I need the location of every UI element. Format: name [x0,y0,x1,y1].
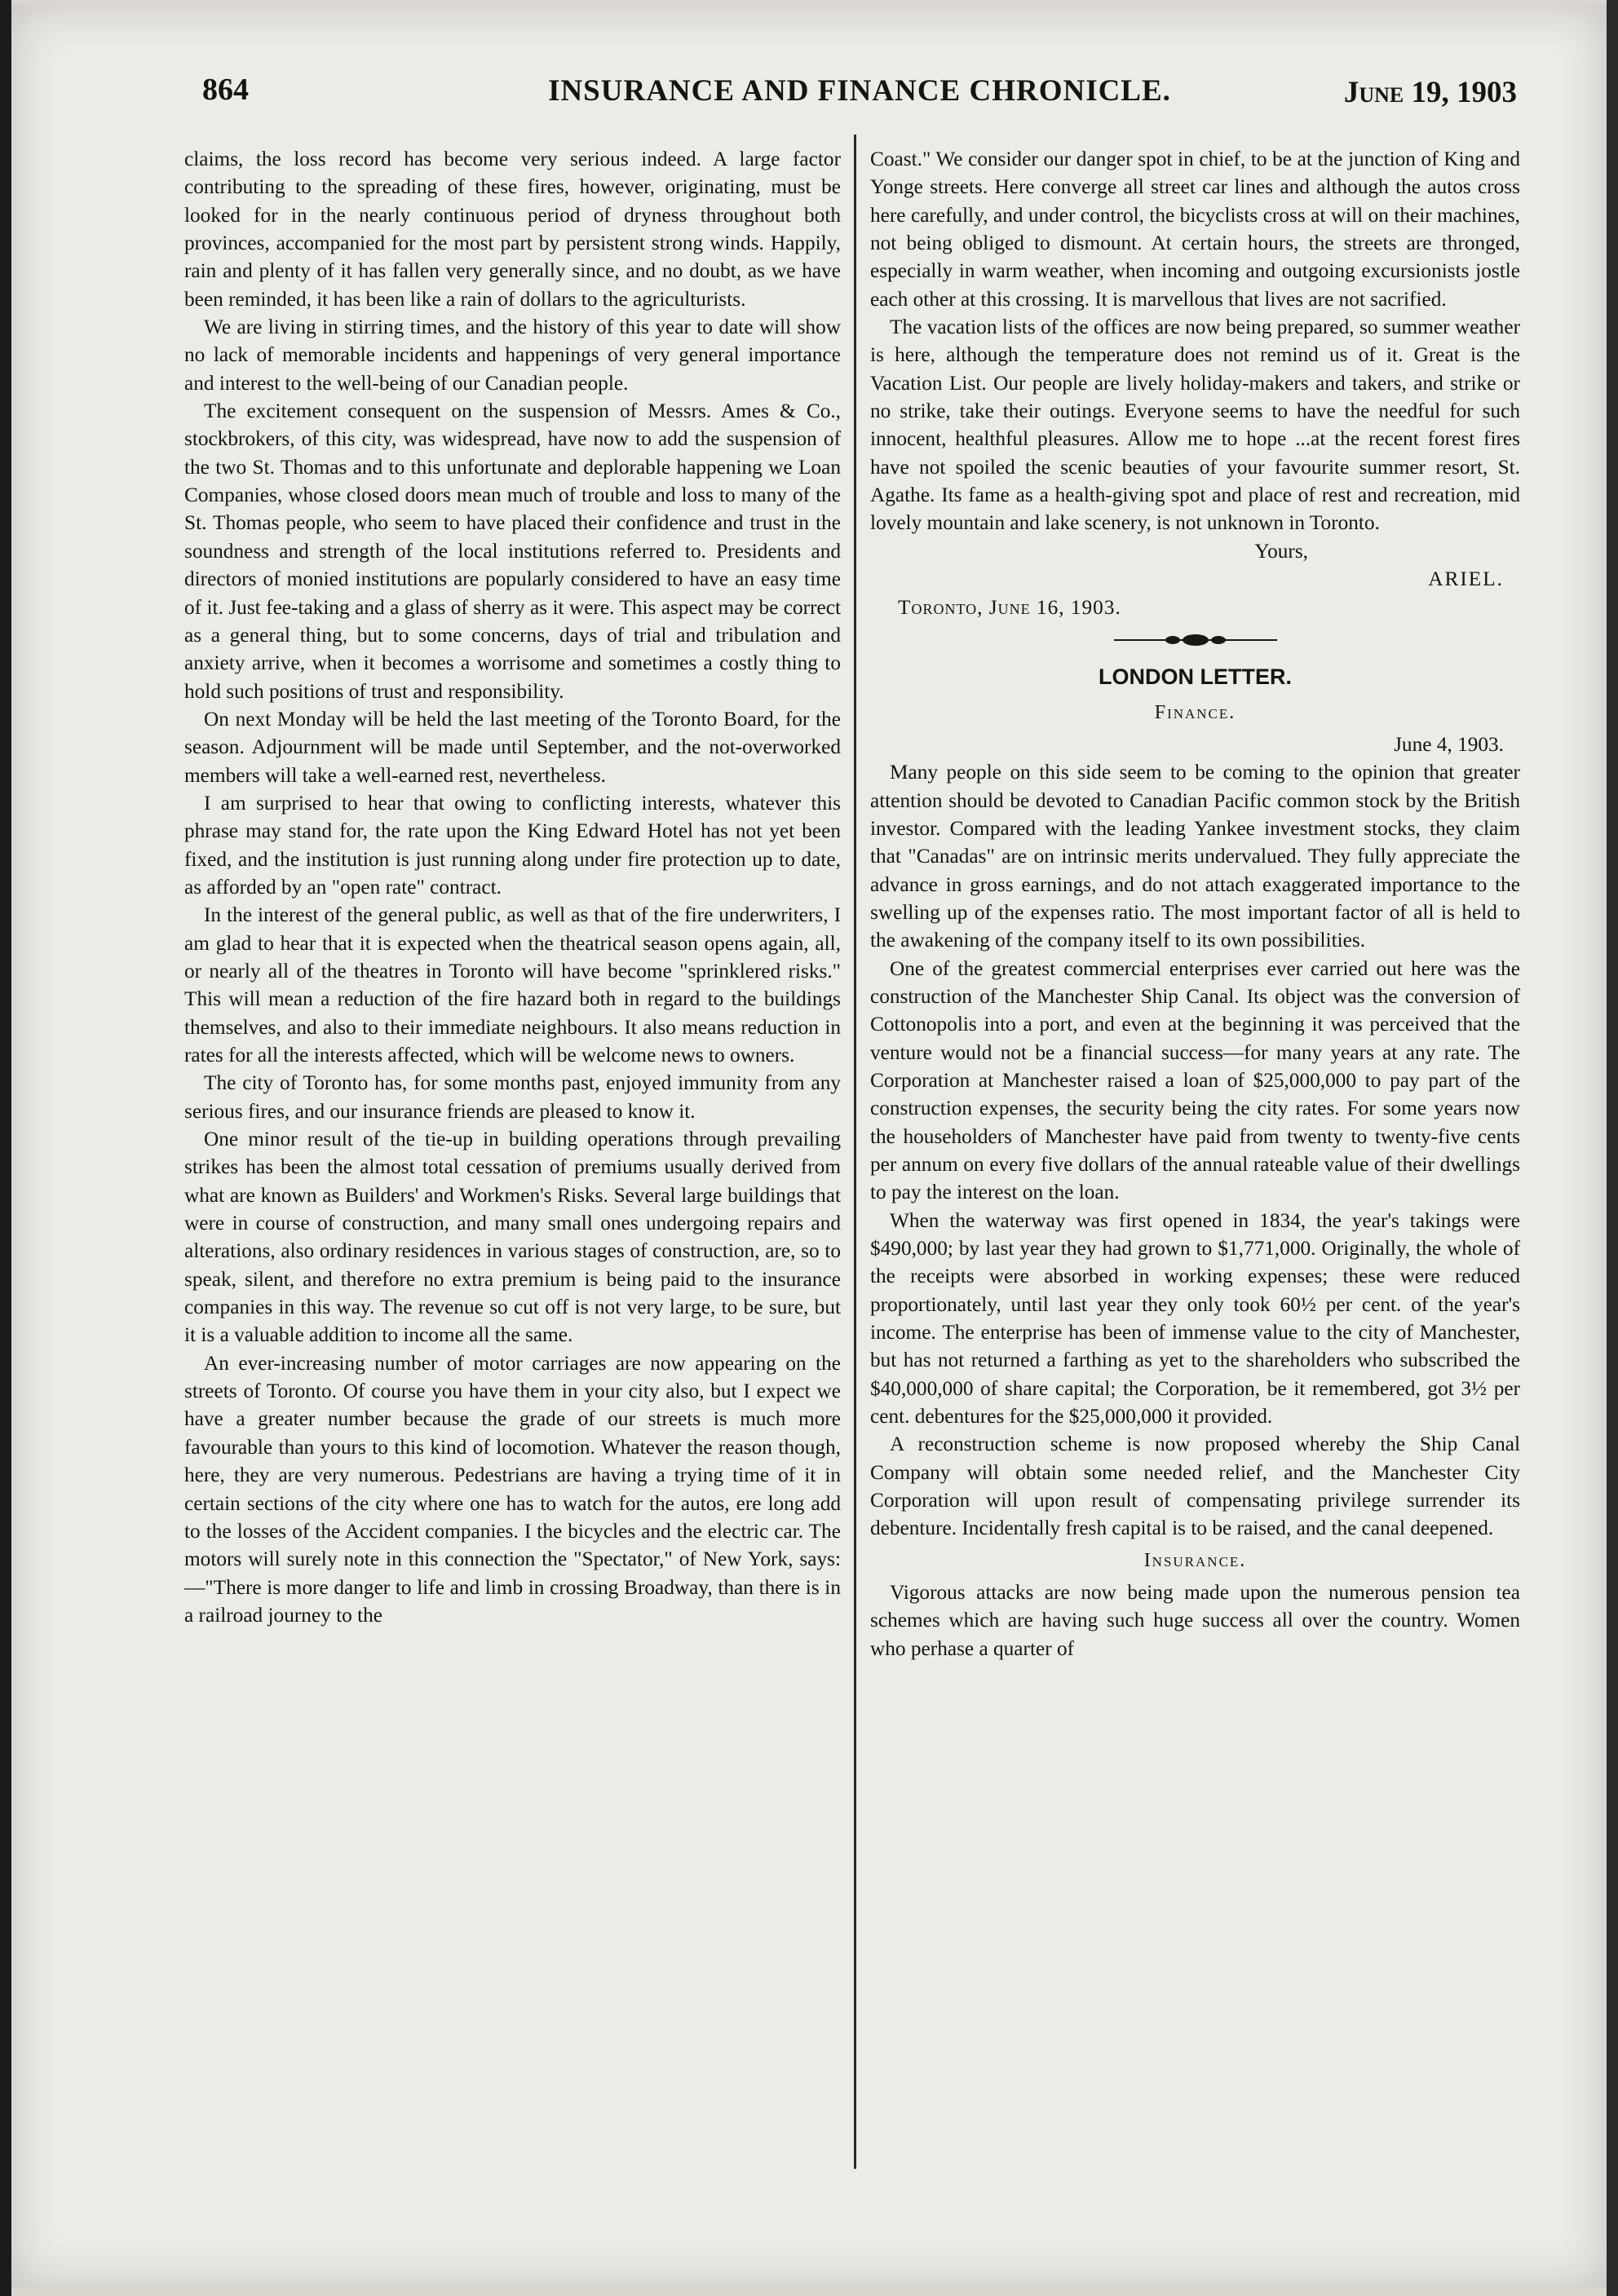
letter-dateline: Toronto, June 16, 1903. [898,595,1121,619]
journal-title: INSURANCE AND FINANCE CHRONICLE. [548,74,1171,108]
paragraph: Coast." We consider our danger spot in chief, to be at the junction of King and Yonge streets. Here converge all street car lines and although the autos cross here carefully, and under control, the bicyclists cross at will on their machines, not being obliged to dismount. At certain hours, the streets are thronged, especially in warm weather, when incoming and outgoing excursionists jostle each other at this crossing. It is marvellous that lives are not sacrified. [870,148,1520,311]
finance-heading: Finance. [1154,701,1236,723]
scan-edge-left [0,0,11,2296]
section-title: LONDON LETTER. [1099,664,1292,689]
paragraph: When the waterway was first opened in 1834, the year's takings were $490,000; by last year they had grown to $1,771,000. Originally, the whole of the receipts were absorbed in working expenses; these were reduced proportionately, until last year they only took 60½ per cent. of the year's income. The enterprise has been of immense value to the city of Manchester, but has not returned a farthing as yet to the shareholders who subscribed the $40,000,000 of share capital; the Corporation, be it remembered, got 3½ per cent. debentures for the $25,000,000 it provided. [870,1208,1520,1428]
paragraph: Vigorous attacks are now being made upon the numerous pension tea schemes which are having such huge success all over the country. Women who perhase a quarter of [870,1580,1520,1660]
paragraph: One minor result of the tie-up in building operations through prevailing strikes has been the almost total cessation of premiums usually derived from what are known as Builders' and Workmen's Risks. Several large buildings that were in course of construction, and many small ones undergoing repairs and alterations, also ordinary residences in various stages of construction, are, so to speak, silent, and therefore no extra premium is being paid to the insurance companies in this way. The revenue so cut off is not very large, to be sure, but it is a valuable addition to income all the same. [184,1128,841,1347]
paragraph: claims, the loss record has become very serious indeed. A large factor contributing to the spreading of these fires, however, originating, must be looked for in the nearly continuous period of dryness throughout both provinces, accompanied for the most part by persistent strong winds. Happily, rain and plenty of it has fallen very generally since, and no doubt, as we have been reminded, it has been like a rain of dollars to the agriculturists. [184,148,841,311]
paragraph: An ever-increasing number of motor carriages are now appearing on the streets of Toronto. Of course you have them in your city also, but I expect we have a greater number because the grade of our streets is much more favourable than yours to this kind of locomotion. Whatever the reason though, here, they are very numerous. Pedestrians are having a trying time of it in certain sections of the city where one has to watch for the autos, ere long add to the losses of the Accident companies. I the bicycles and the electric car. The motors will surely note in this connection the "Spectator," of New York, says:—"There is more danger to life and limb in crossing Broadway, than there is in a railroad journey to the [184,1351,841,1627]
ornamental-divider [870,621,1520,659]
paragraph: The city of Toronto has, for some months past, enjoyed immunity from any serious fires, and our insurance friends are pleased to know it. [184,1071,841,1123]
paragraph: A reconstruction scheme is now proposed whereby the Ship Canal Company will obtain some needed relief, and the Manchester City Corporation will upon result of compensating privilege surrender its debenture. Incidentally fresh capital is to be raised, and the canal deepened. [870,1433,1520,1540]
paragraph: On next Monday will be held the last meeting of the Toronto Board, for the season. Adjournment will be made until September, and the not-overworked members will take a well-earned rest, nevertheless. [184,707,841,787]
scan-edge-right [1607,0,1618,2296]
left-column [184,145,841,1629]
ornament-rule-icon [1106,631,1285,649]
column-rule [854,135,856,2169]
letter-signoff: Yours, [1254,539,1308,563]
insurance-heading: Insurance. [1143,1549,1247,1571]
paragraph: One of the greatest commercial enterprises ever carried out here was the construction of the Manchester Ship Canal. Its object was the conversion of Cottonopolis into a port, and even at the beginning it was perceived that the venture would not be a financial success—for many years at any rate. The Corporation at Manchester raised a loan of $25,000,000 to pay part of the construction expenses, the security being the city rates. For some years now the householders of Manchester have paid from twenty to twenty-five cents per annum on every five dollars of the annual rateable value of their dwellings to pay the interest on the loan. [870,956,1520,1204]
paragraph: Many people on this side seem to be coming to the opinion that greater attention should be devoted to Canadian Pacific common stock by the British investor. Compared with the leading Yankee investment stocks, they claim that "Canadas" are on intrinsic merits undervalued. They fully appreciate the advance in gross earnings, and do not attach exaggerated importance to the swelling up of the expenses ratio. The most important factor of all is held to the awakening of the company itself to its own possibilities. [870,761,1520,952]
letter-date: June 4, 1903. [1394,732,1504,756]
running-head [202,67,1517,116]
page-number: 864 [202,73,249,107]
paragraph: The vacation lists of the offices are now being prepared, so summer weather is here, although the temperature does not remind us of it. Great is the Vacation List. Our people are lively holiday-makers and takers, and strike or no strike, take their outings. Everyone seems to have the needful for such innocent, healthful pleasures. Allow me to hope ...at the recent forest fires have not spoiled the scenic beauties of your favourite summer resort, St. Agathe. Its fame as a health-giving spot and place of rest and recreation, mid lovely mountain and lake scenery, is not unknown in Toronto. [870,316,1520,535]
paragraph: We are living in stirring times, and the history of this year to date will show no lack of memorable incidents and happenings of very general importance and interest to the well-being of our Canadian people. [184,316,841,395]
paragraph: In the interest of the general public, as well as that of the fire underwriters, I am glad to hear that it is expected when the theatrical season opens again, all, or nearly all of the theatres in Toronto will have become "sprinklered risks." This will mean a reduction of the fire hazard both in regard to the buildings themselves, and also to their immediate neighbours. It also means reduction in rates for all the interests affected, which will be welcome news to owners. [184,903,841,1066]
letter-author: ARIEL. [1428,567,1504,591]
right-column [870,145,1520,1662]
paragraph: The excitement consequent on the suspension of Messrs. Ames & Co., stockbrokers, of this city, was widespread, have now to add the suspension of the two St. Thomas and to this unfortunate and deplorable happening we Loan Companies, whose closed doors mean much of trouble and loss to many of the St. Thomas people, who seem to have placed their confidence and trust in the soundness and strength of the local institutions referred to. Presidents and directors of monied institutions are popularly considered to have an easy time of it. Just fee-taking and a glass of sherry as it were. This aspect may be correct as a general thing, but to some concerns, days of trial and tribulation and anxiety arrive, when it becomes a worrisome and sometimes a costly thing to hold such positions of trust and responsibility. [184,400,841,703]
issue-date: June 19, 1903 [1343,76,1517,109]
paragraph: I am surprised to hear that owing to conflicting interests, whatever this phrase may stand for, the rate upon the King Edward Hotel has not yet been fixed, and the institution is just running along under fire protection up to date, as afforded by an "open rate" contract. [184,791,841,899]
